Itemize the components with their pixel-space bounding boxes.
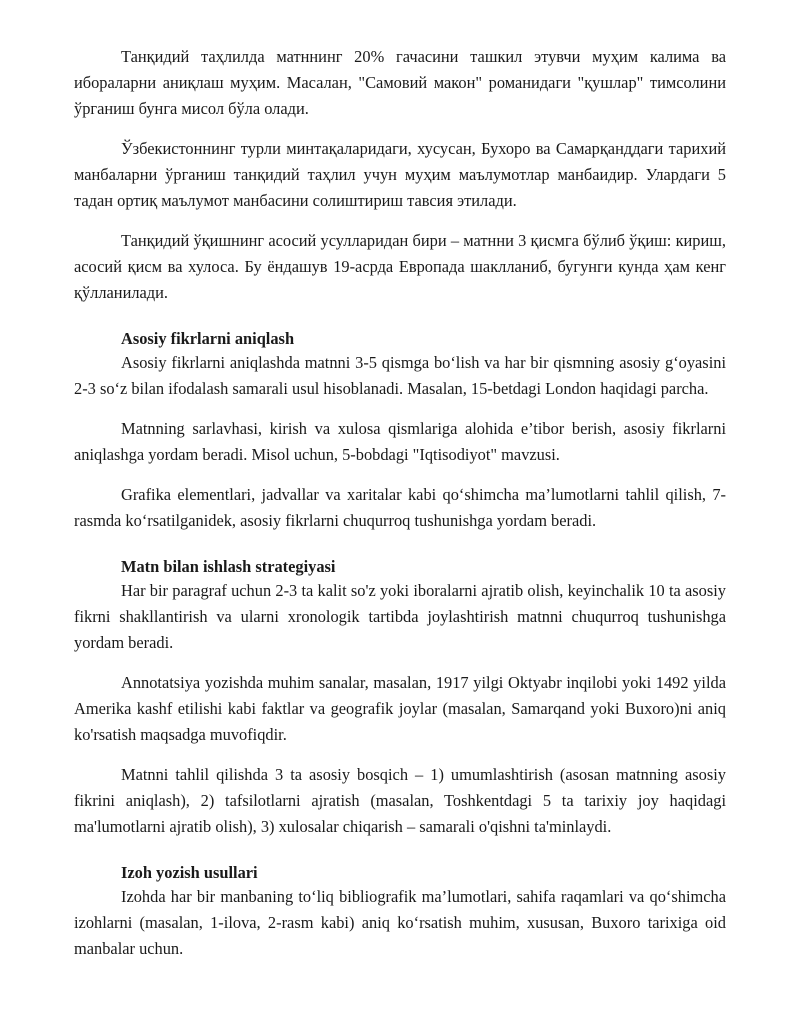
section-heading-footnotes: Izoh yozish usullari [121, 863, 258, 882]
paragraph-title-attention: Matnning sarlavhasi, kirish va xulosa qismlariga alohida e’tibor berish, asosiy fikrlarni aniqlashga yordam beradi. Misol uchun, 5-bobdagi "Iqtisodiyot" mavzusi. [74, 419, 726, 464]
paragraph-keywords-strategy: Har bir paragraf uchun 2-3 ta kalit so'z yoki iboralarni ajratib olish, keyinchalik 10 ta asosiy fikrni shakllantirish va ularni xronologik tartibda joylashtirish matnni chuqurroq tushunishga yordam beradi. [74, 581, 726, 652]
paragraph-dividing-text: Asosiy fikrlarni aniqlashda matnni 3-5 qismga bo‘lish va har bir qismning asosiy g‘oyasini 2-3 so‘z bilan ifodalash samarali usul hisoblanadi. Masalan, 15-betdagi London haqidagi parcha. [74, 353, 726, 398]
section-heading-strategy: Matn bilan ishlash strategiyasi [121, 557, 336, 576]
document-page [74, 44, 726, 962]
paragraph-regional-sources: Ўзбекистоннинг турли минтақаларидаги, хусусан, Бухоро ва Самарқанддаги тарихий манбаларни ўрганиш танқидий таҳлил учун муҳим маълумотлар манбаидир. Улардаги 5 тадан ортиқ маълумот манбасини солиштириш тавсия этилади. [74, 139, 726, 210]
paragraph-analysis-stages: Matnni tahlil qilishda 3 ta asosiy bosqich – 1) umumlashtirish (asosan matnning asosiy fikrini aniqlash), 2) tafsilotlarni ajratish (masalan, Toshkentdagi 5 ta tarixiy joy haqidagi ma'lumotlarni ajratib olish), 3) xulosalar chiqarish – samarali o'qishni ta'minlaydi. [74, 765, 726, 836]
paragraph-footnote-methods: Izohda har bir manbaning to‘liq bibliografik ma’lumotlari, sahifa raqamlari va qo‘shimcha izohlarni (masalan, 1-ilova, 2-rasm kabi) aniq ko‘rsatish muhim, xususan, Buxoro tarixiga oid manbalar uchun. [74, 887, 726, 958]
paragraph-graphic-elements: Grafika elementlari, jadvallar va xaritalar kabi qo‘shimcha ma’lumotlarni tahlil qilish, 7-rasmda ko‘rsatilganidek, asosiy fikrlarni chuqurroq tushunishga yordam beradi. [74, 485, 726, 530]
section-heading-main-ideas: Asosiy fikrlarni aniqlash [121, 329, 295, 348]
paragraph-key-words: Танқидий таҳлилда матннинг 20% гачасини ташкил этувчи муҳим калима ва ибораларни аниқлаш муҳим. Масалан, "Самовий макон" романидаги "қушлар" тимсолини ўрганиш бунга мисол бўла олади. [74, 47, 726, 118]
paragraph-annotation: Annotatsiya yozishda muhim sanalar, masalan, 1917 yilgi Oktyabr inqilobi yoki 1492 yilda Amerika kashf etilishi kabi faktlar va geografik joylar (masalan, Samarqand yoki Buxoro)ni aniq ko'rsatish maqsadga muvofiqdir. [74, 673, 726, 744]
paragraph-reading-method: Танқидий ўқишнинг асосий усулларидан бири – матнни 3 қисмга бўлиб ўқиш: кириш, асосий қисм ва хулоса. Бу ёндашув 19-асрда Европада шаклланиб, бугунги кунда ҳам кенг қўлланилади. [74, 231, 726, 302]
